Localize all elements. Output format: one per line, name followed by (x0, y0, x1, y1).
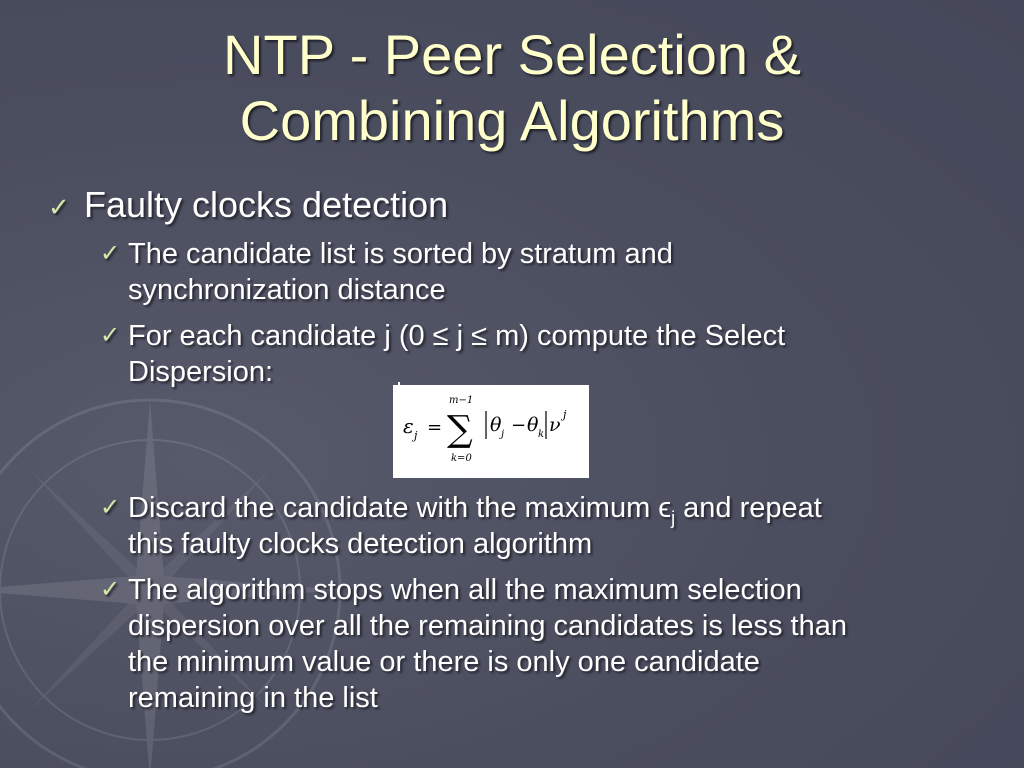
formula-sum-upper: m−1 (449, 395, 474, 406)
slide-title (0, 22, 1024, 154)
text-line: remaining in the list (128, 682, 378, 714)
formula-sum-lower: k=0 (451, 453, 472, 464)
sub-bullet (100, 490, 990, 562)
title-line-1: NTP - Peer Selection & (223, 23, 801, 86)
sub-bullet-text (128, 490, 990, 562)
text-line (128, 490, 990, 526)
formula-nu: ν (549, 414, 561, 436)
text-line: the minimum value or there is only one candidate (128, 646, 760, 678)
sub-bullet (100, 572, 990, 716)
formula-sup-j: j (563, 408, 567, 421)
checkmark-icon: ✓ (100, 240, 121, 267)
formula-sub-j: j (501, 429, 505, 440)
sub-bullet-text (128, 236, 990, 308)
formula-theta-j: θ (490, 414, 502, 436)
sub-bullet (100, 318, 990, 390)
text-line: For each candidate j (0 ≤ j ≤ m) compute the Select (128, 320, 786, 352)
sub-bullet-text (128, 318, 990, 390)
select-dispersion-formula (393, 385, 589, 478)
sub-bullet-text (128, 572, 990, 716)
formula-equals: = (427, 417, 443, 438)
text-segment: Discard the candidate with the maximum ϵ (128, 492, 672, 524)
formula-theta-k: θ (527, 414, 539, 436)
formula-minus: − (511, 415, 527, 436)
bullet-level1 (48, 184, 448, 228)
subscript-j: j (671, 507, 676, 528)
text-line: dispersion over all the remaining candidates is less than (128, 610, 847, 642)
formula-sub-k: k (538, 429, 545, 440)
bullet-text: Faulty clocks detection (84, 184, 449, 225)
text-line: Dispersion: (128, 356, 274, 388)
text-line: The candidate list is sorted by stratum and (128, 238, 673, 270)
checkmark-icon: ✓ (100, 576, 121, 603)
checkmark-icon: ✓ (100, 322, 121, 349)
formula-lhs-sub: j (414, 429, 418, 442)
text-line: this faulty clocks detection algorithm (128, 528, 593, 560)
text-line: synchronization distance (128, 274, 446, 306)
text-segment: and repeat (675, 492, 822, 524)
title-line-2: Combining Algorithms (239, 89, 785, 152)
checkmark-icon: ✓ (48, 192, 70, 222)
formula-lhs: ε (403, 414, 414, 438)
checkmark-icon: ✓ (100, 494, 121, 521)
text-line: The algorithm stops when all the maximum selection (128, 574, 802, 606)
sub-bullet (100, 236, 990, 308)
formula-sum-symbol: ∑ (447, 409, 473, 450)
